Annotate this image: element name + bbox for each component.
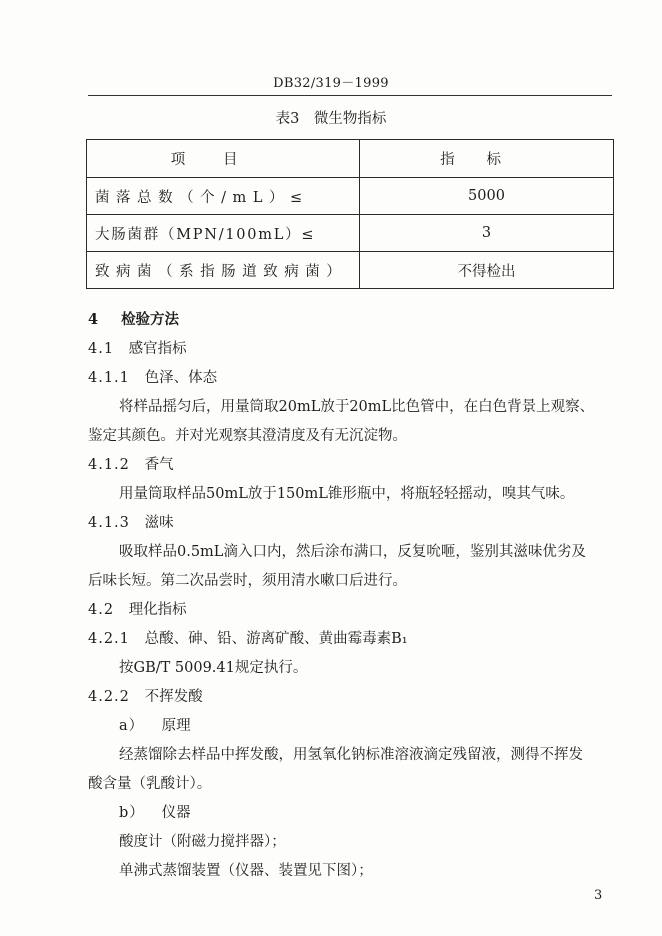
paragraph-line: 单沸式蒸馏装置（仪器、装置见下图）；	[119, 863, 373, 879]
section-heading: 4.1 感官指标	[88, 341, 187, 357]
row-value: 3	[360, 215, 614, 252]
section-heading: 4.2.2 不挥发酸	[88, 689, 203, 705]
column-header-item: 项目	[87, 140, 360, 178]
row-value: 不得检出	[360, 252, 614, 289]
row-item: 致病菌（系指肠道致病菌）	[87, 252, 360, 289]
row-value: 5000	[360, 178, 614, 215]
paragraph-line: 用量筒取样品50mL放于150mL锥形瓶中，将瓶轻轻摇动，嗅其气味。	[119, 486, 575, 502]
table-caption: 表3 微生物指标	[275, 111, 387, 127]
section-heading: 4.1.1 色泽、体态	[88, 370, 218, 386]
paragraph-line: 酸度计（附磁力搅拌器）；	[119, 834, 286, 850]
paragraph-line: 酸含量（乳酸计）。	[88, 776, 212, 792]
row-item: 大肠菌群（MPN/100mL）≤	[87, 215, 360, 252]
header-rule	[88, 95, 612, 96]
section-heading: 4.2 理化指标	[88, 602, 187, 618]
page-number: 3	[594, 888, 603, 903]
subsection-heading: b） 仪器	[119, 805, 191, 821]
section-heading: 4 检验方法	[88, 311, 180, 328]
row-item: 菌落总数（个/mL）≤	[87, 178, 360, 215]
paragraph-line: 鉴定其颜色。并对光观察其澄清度及有无沉淀物。	[88, 428, 407, 444]
column-header-index: 指标	[360, 140, 614, 178]
table-row	[87, 215, 614, 252]
section-heading: 4.1.3 滋味	[88, 515, 174, 531]
paragraph-line: 按GB/T 5009.41规定执行。	[119, 660, 308, 676]
subsection-heading: a） 原理	[119, 718, 191, 734]
table-row	[87, 252, 614, 289]
section-heading: 4.2.1 总酸、砷、铅、游离矿酸、黄曲霉毒素B₁	[88, 631, 408, 647]
paragraph-line: 后味长短。第二次品尝时，须用清水嗽口后进行。	[88, 573, 407, 589]
paragraph-line: 经蒸馏除去样品中挥发酸，用氢氧化钠标准溶液滴定残留液，测得不挥发	[119, 747, 583, 763]
paragraph-line: 吸取样品0.5mL滴入口内，然后涂布满口，反复吮咂，鉴别其滋味优劣及	[119, 544, 586, 560]
paragraph-line: 将样品摇匀后，用量筒取20mL放于20mL比色管中，在白色背景上观察、	[119, 399, 595, 415]
microbial-index-table	[86, 139, 614, 289]
document-code-header: DB32/319－1999	[273, 76, 389, 91]
section-heading: 4.1.2 香气	[88, 457, 174, 473]
table-header-row	[87, 140, 614, 178]
table-row	[87, 178, 614, 215]
